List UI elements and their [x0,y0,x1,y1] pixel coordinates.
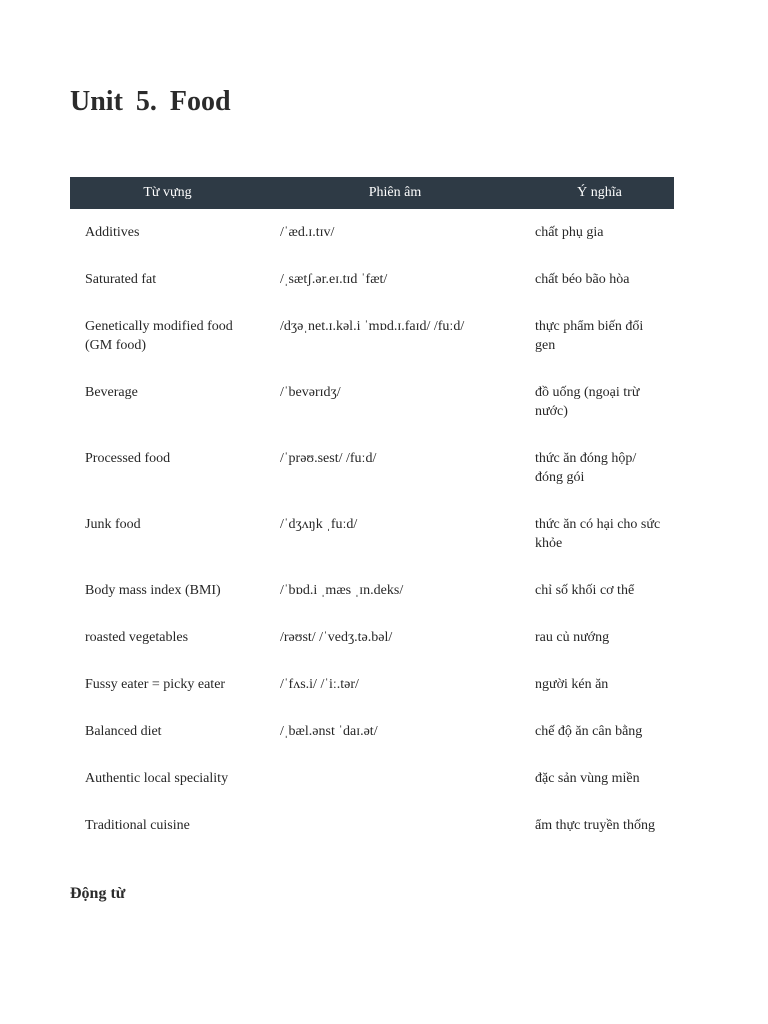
word-cell: Processed food [85,451,171,466]
meaning-cell: thức ăn đóng hộp/ đóng gói [535,451,637,485]
ipa-cell: /ˈfʌs.i/ /ˈiː.tər/ [280,677,359,692]
ipa-cell [265,802,525,849]
ipa-cell: /ˈdʒʌŋk ˌfuːd/ [280,517,358,532]
table-header-row [70,177,674,209]
header-meaning: Ý nghĩa [525,177,674,209]
word-cell: Traditional cuisine [85,818,190,833]
table-row [70,567,674,614]
table-row [70,661,674,708]
word-cell: Authentic local speciality [85,771,229,786]
table-row [70,614,674,661]
meaning-cell: thực phẩm biến đổi gen [535,319,644,353]
word-cell: Genetically modified food (GM food) [85,319,233,353]
page-title: Unit 5. Food [70,86,231,117]
meaning-cell: thức ăn có hại cho sức khỏe [535,517,661,551]
ipa-cell: /ˌbæl.ənst ˈdaɪ.ət/ [280,724,378,739]
word-cell: Saturated fat [85,272,157,287]
meaning-cell: rau củ nướng [535,630,610,645]
meaning-cell: ẩm thực truyền thống [535,818,655,833]
ipa-cell: /dʒəˌnet.ɪ.kəl.i ˈmɒd.ɪ.faɪd/ /fuːd/ [280,319,465,334]
table-row [70,755,674,802]
header-vocabulary: Từ vựng [70,177,265,209]
table-row [70,435,674,501]
table-row [70,802,674,849]
table-row [70,369,674,435]
header-pronunciation: Phiên âm [265,177,525,209]
ipa-cell [265,755,525,802]
meaning-cell: đồ uống (ngoại trừ nước) [535,385,640,419]
ipa-cell: /ˌsætʃ.ər.eɪ.tɪd ˈfæt/ [280,272,388,287]
word-cell: Fussy eater = picky eater [85,677,226,692]
section-heading-verbs: Động từ [70,885,126,902]
meaning-cell: đặc sản vùng miền [535,771,640,786]
table-row [70,303,674,369]
table-row [70,708,674,755]
meaning-cell: chỉ số khối cơ thể [535,583,635,598]
word-cell: Junk food [85,517,141,532]
word-cell: Additives [85,225,140,240]
ipa-cell: /ˈæd.ɪ.tɪv/ [280,225,335,240]
word-cell: Body mass index (BMI) [85,583,221,598]
ipa-cell: /ˈbevərɪdʒ/ [280,385,341,400]
ipa-cell: /ˈbɒd.i ˌmæs ˌɪn.deks/ [280,583,404,598]
word-cell: Beverage [85,385,138,400]
word-cell: Balanced diet [85,724,162,739]
word-cell: roasted vegetables [85,630,189,645]
meaning-cell: chế độ ăn cân bằng [535,724,643,739]
table-row [70,209,674,256]
meaning-cell: người kén ăn [535,677,609,692]
table-row [70,256,674,303]
meaning-cell: chất béo bão hòa [535,272,630,287]
ipa-cell: /ˈprəʊ.sest/ /fuːd/ [280,451,377,466]
meaning-cell: chất phụ gia [535,225,604,240]
table-row [70,501,674,567]
ipa-cell: /rəʊst/ /ˈvedʒ.tə.bəl/ [280,630,393,645]
vocabulary-table [70,177,674,849]
